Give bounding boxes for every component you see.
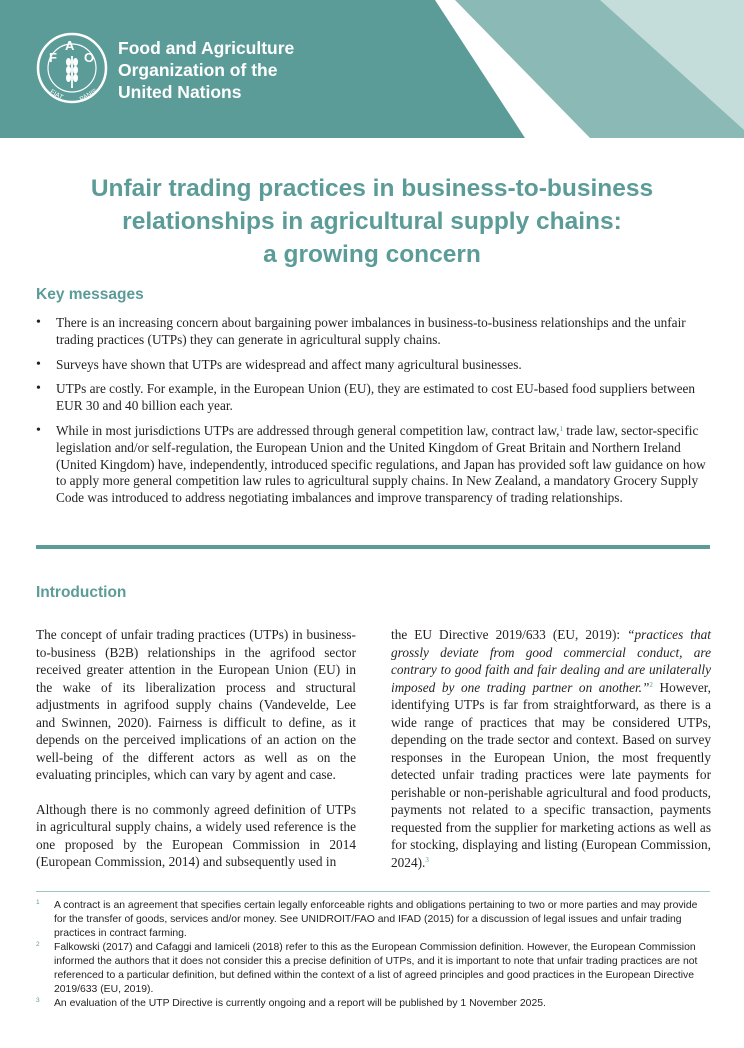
- title-line: a growing concern: [263, 241, 481, 268]
- footnote-number: 3: [36, 997, 40, 1004]
- svg-text:F: F: [49, 50, 57, 65]
- paragraph-text: However, identifying UTPs is far from straightforward, as there is a wide range of practices that may be considered UTPs, depending on the trade sector and context. Based on survey responses in the European Union, the most frequently detected unfair trading practices were late payments for perishable or non-perishable agricultural and food products, payments not related to a specific transaction, payments requested from the supplier for marketing actions as well as for stocking, displaying and listing (European Commission, 2024).: [391, 679, 711, 870]
- key-messages-heading: Key messages: [36, 286, 144, 303]
- header-background: [0, 0, 744, 138]
- footnote-text: An evaluation of the UTP Directive is currently ongoing and a report will be published by 1 November 2025.: [54, 998, 546, 1009]
- key-message-item: [36, 423, 712, 507]
- svg-text:A: A: [65, 38, 75, 53]
- header-banner: [0, 0, 744, 138]
- introduction-heading: Introduction: [36, 584, 127, 601]
- footnote-item: [36, 997, 710, 1011]
- org-line: Food and Agriculture: [118, 38, 295, 58]
- organization-name: [118, 37, 294, 103]
- section-divider: [36, 545, 710, 549]
- footnote-number: 1: [36, 899, 40, 906]
- footnote-number: 2: [36, 941, 40, 948]
- document-title: [40, 172, 704, 271]
- quoted-definition: “practices that grossly deviate from good commercial conduct, are contrary to good faith and fair dealing and are unilaterally imposed by one trading partner on another.”: [391, 627, 711, 695]
- key-messages-list: [36, 315, 712, 515]
- org-line: United Nations: [118, 82, 242, 102]
- paragraph: [391, 626, 711, 871]
- svg-text:PANIS: PANIS: [78, 87, 99, 104]
- footnote-item: [36, 941, 710, 997]
- org-line: Organization of the: [118, 60, 278, 80]
- key-message-text: trade law, sector-specific legislation and/or self-regulation, the European Union and the United Kingdom of Great Britain and Northern Ireland (United Kingdom) have, independently, introduced specific regulations, and Japan has provided soft law guidance on how to apply more general competition law rules to agricultural supply chains. In New Zealand, a mandatory Grocery Supply Code was introduced to address negotiating imbalances and improve transparency of trading relationships.: [56, 422, 706, 506]
- fao-logo: [36, 32, 108, 104]
- key-message-item: • UTPs are costly. For example, in the European Union (EU), they are estimated to cost EU-based food suppliers between EUR 30 and 40 billion each year.: [36, 381, 712, 415]
- title-line: relationships in agricultural supply chains:: [122, 208, 622, 235]
- svg-text:O: O: [84, 50, 95, 65]
- footnote-text: A contract is an agreement that specifies certain legally enforceable rights and obligations pertaining to two or more parties and may provide for the transfer of goods, services and/or money. See UNIDROIT/FAO and IFAD (2015) for a discussion of legal issues and unfair trading practices in contract farming.: [54, 900, 698, 939]
- svg-text:FIAT: FIAT: [48, 88, 65, 102]
- footnote-ref[interactable]: 3: [425, 855, 429, 864]
- footnotes: [36, 899, 710, 1011]
- footnote-ref[interactable]: 1: [559, 424, 563, 433]
- key-message-item: • Surveys have shown that UTPs are widespread and affect many agricultural businesses.: [36, 357, 712, 374]
- footnote-item: [36, 899, 710, 941]
- fao-wheat-icon: [36, 32, 108, 104]
- paragraph: Although there is no commonly agreed definition of UTPs in agricultural supply chains, a widely used reference is the one proposed by the European Commission in 2014 (European Commission, 2014) and subsequently used in: [36, 801, 356, 869]
- intro-column-right: [391, 626, 711, 888]
- paragraph-text: the EU Directive 2019/633 (EU, 2019):: [391, 627, 628, 642]
- footnote-divider: [36, 891, 710, 892]
- key-message-text: While in most jurisdictions UTPs are addressed through general competition law, contract law,: [56, 422, 560, 438]
- key-message-item: • There is an increasing concern about bargaining power imbalances in business-to-business relationships and the unfair trading practices (UTPs) they can generate in agricultural supply chains.: [36, 315, 712, 349]
- intro-column-left: [36, 626, 356, 888]
- paragraph: The concept of unfair trading practices (UTPs) in business-to-business (B2B) relationships in the agrifood sector received greater attention in the European Union (EU) in the wake of its liberalization process and structural adjustments in agrifood supply chains (Vandevelde, Lee and Swinnen, 2020). Fairness is difficult to define, as it depends on the perceived implications of an action on the well-being of the different actors as well as on the evaluating principles, which can vary by agent and case.: [36, 627, 356, 782]
- footnote-text: Falkowski (2017) and Cafaggi and Iamiceli (2018) refer to this as the European Commission definition. However, the European Commission informed the authors that it does not consider this a precise definition of UTPs, and it is important to note that unfair trading practices are not referenced to a particular definition, but defined within the context of a list of agreed principles and good practices in the European Directive 2019/633 (EU, 2019).: [54, 942, 698, 995]
- title-line: Unfair trading practices in business-to-business: [90, 175, 654, 202]
- footnote-ref[interactable]: 2: [649, 680, 653, 689]
